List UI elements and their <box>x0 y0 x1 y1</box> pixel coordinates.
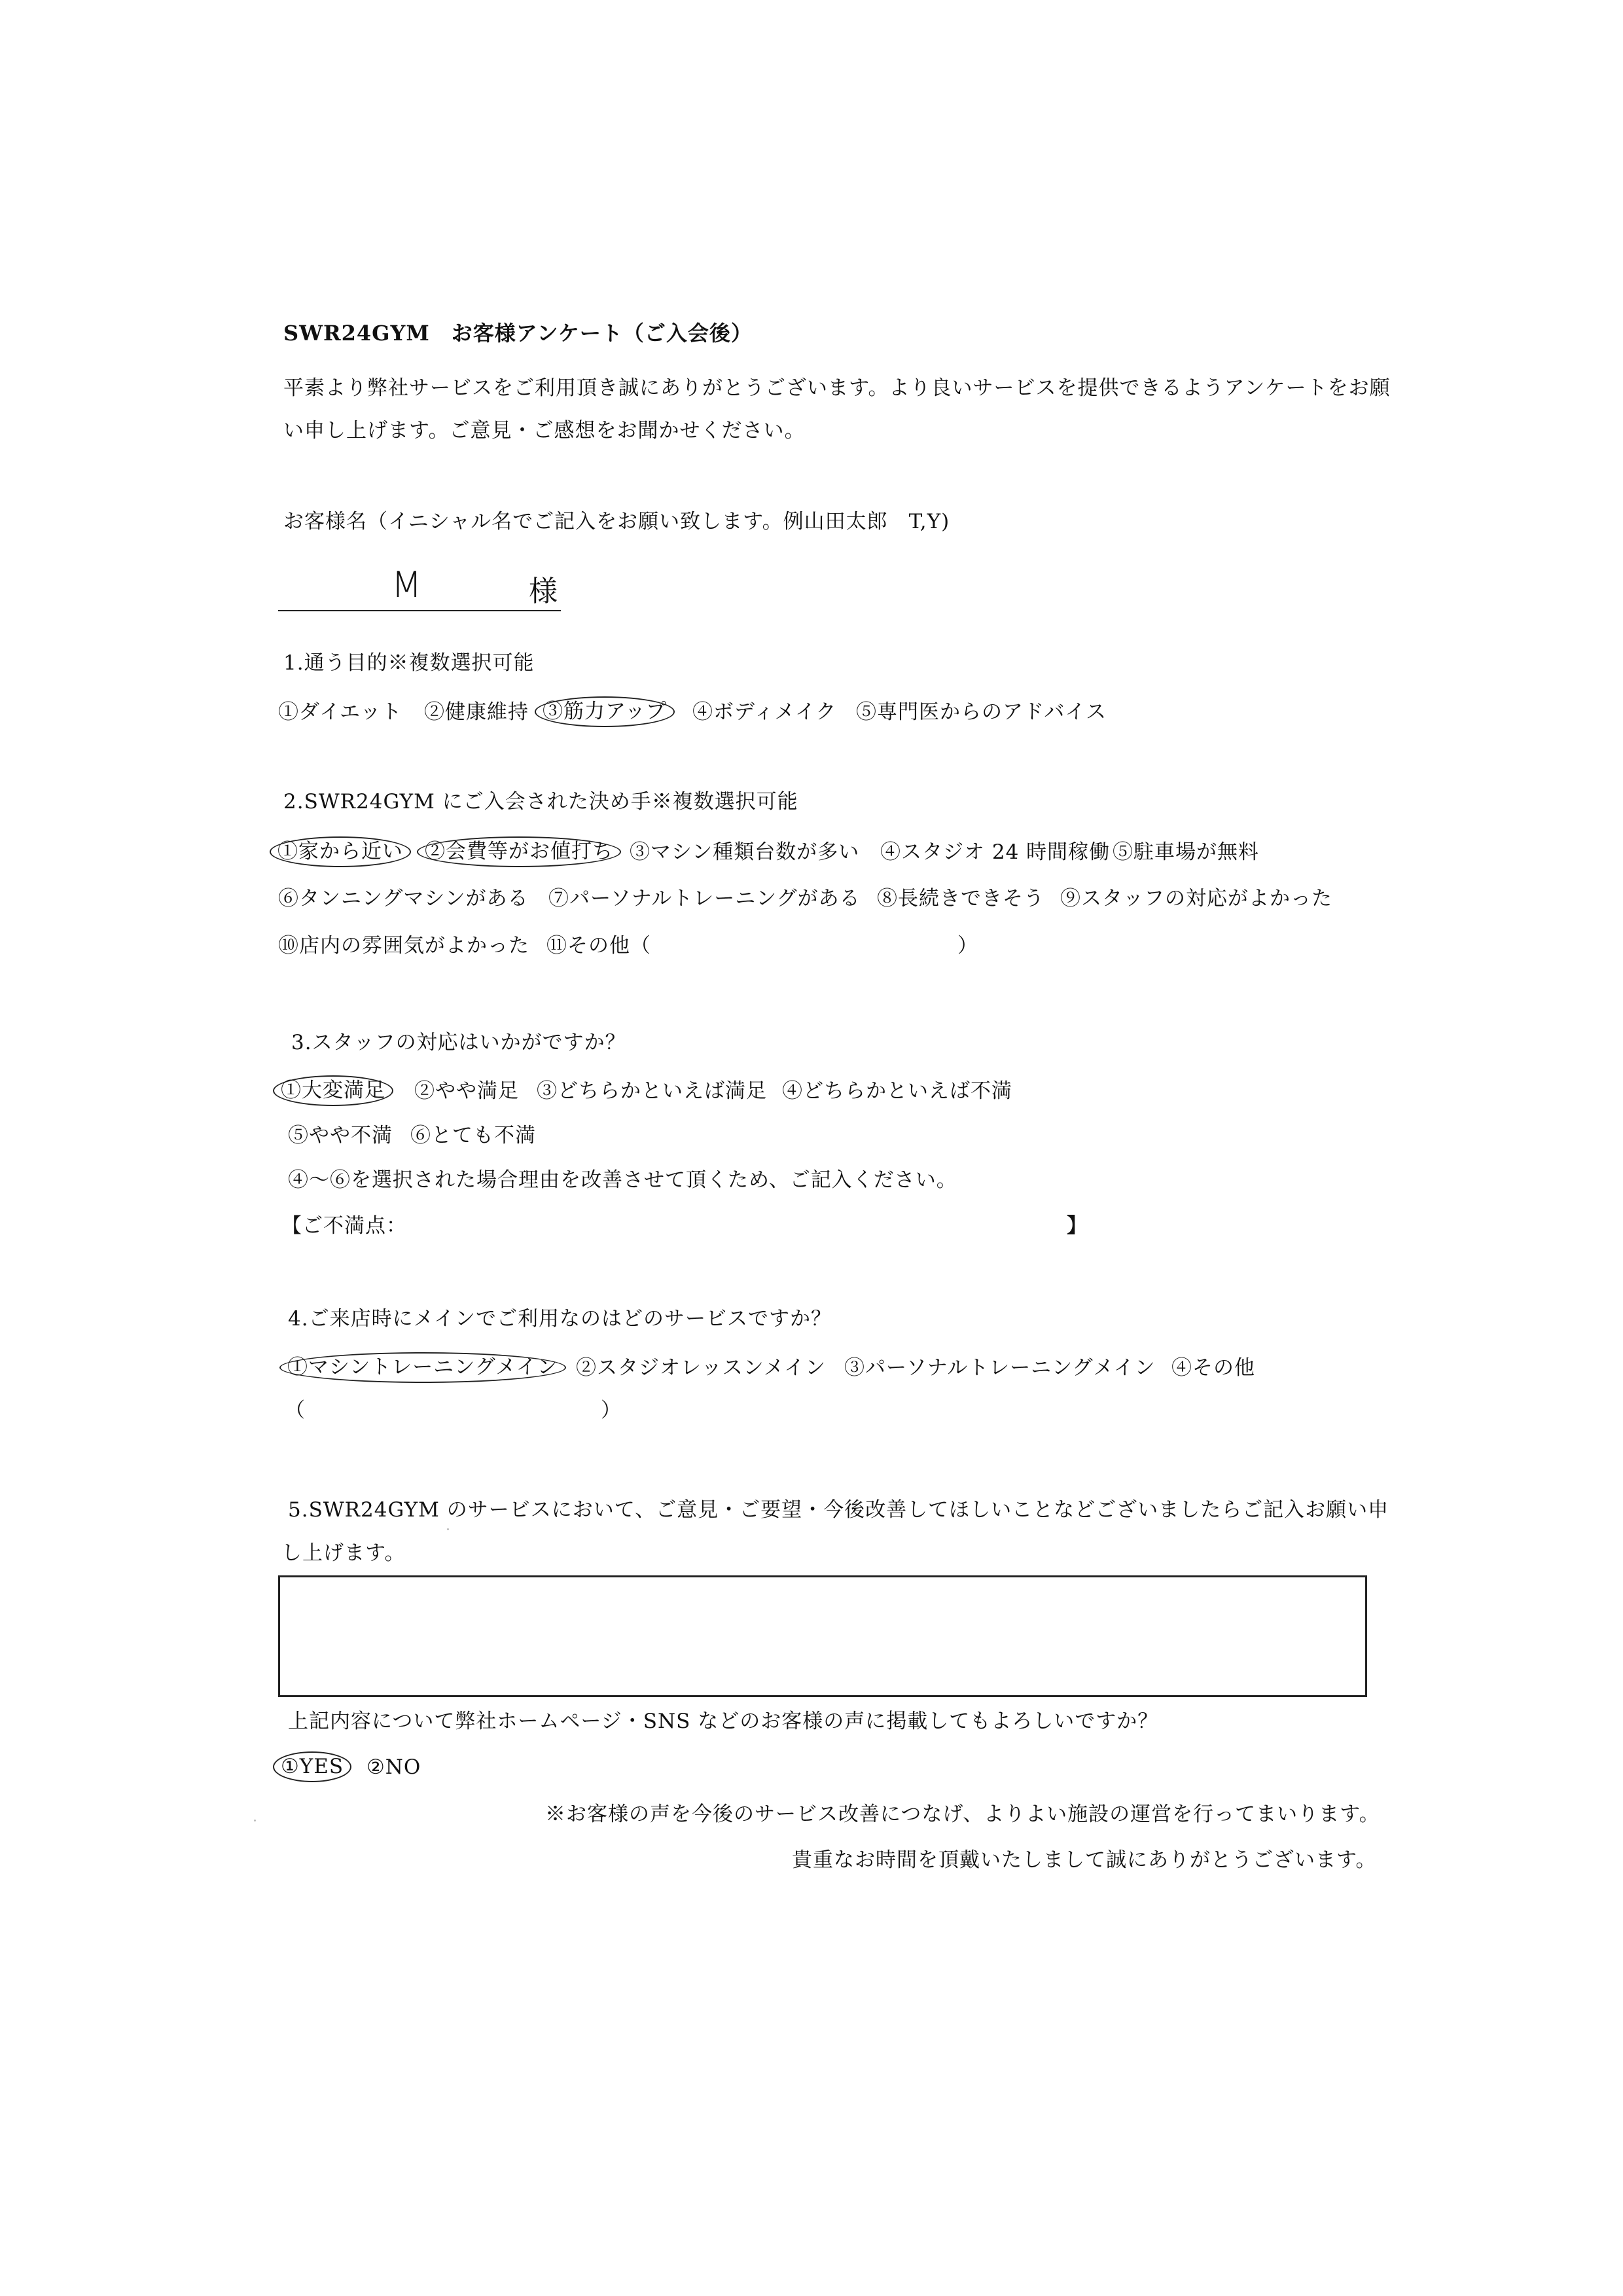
q3-option-rather-dissatisfied[interactable]: ④どちらかといえば不満 <box>782 1079 1012 1103</box>
consent-question: 上記内容について弊社ホームページ・SNS などのお客様の声に掲載してもよろしいですか？ <box>288 1710 1159 1733</box>
q2-option-good-price-selected[interactable]: ②会費等がお値打ち <box>417 836 621 867</box>
q5-heading-line1: 5.SWR24GYM のサービスにおいて、ご意見・ご要望・今後改善してほしいことなどございましたらご記入お願い申 <box>288 1498 1389 1522</box>
q4-option-studio-lesson[interactable]: ②スタジオレッスンメイン <box>576 1356 827 1380</box>
q3-option-somewhat-dissatisfied[interactable]: ⑤やや不満 <box>288 1124 393 1147</box>
q3-note: ④～⑥を選択された場合理由を改善させて頂くため、ご記入ください。 <box>288 1168 957 1192</box>
q1-option-health[interactable]: ②健康維持 <box>424 700 529 724</box>
q3-complaint-label: 【ご不満点： <box>281 1214 407 1238</box>
q2-option-other[interactable]: ⑪その他（ <box>546 934 651 958</box>
customer-name-underline <box>278 610 561 611</box>
q5-heading-line2: し上げます。 <box>281 1541 406 1565</box>
q3-heading: 3.スタッフの対応はいかがですか？ <box>291 1031 626 1054</box>
q2-option-free-parking[interactable]: ⑤駐車場が無料 <box>1113 840 1259 864</box>
q1-option-bodymake[interactable]: ④ボディメイク <box>692 700 837 724</box>
q1-option-doctor-advice[interactable]: ⑤専門医からのアドバイス <box>856 700 1107 724</box>
consent-option-no[interactable]: ②NO <box>366 1755 421 1779</box>
q2-other-close-paren: ） <box>957 934 978 958</box>
q4-other-open-paren: （ <box>285 1399 306 1422</box>
q3-option-somewhat-satisfied[interactable]: ②やや満足 <box>414 1079 519 1103</box>
q4-heading: 4.ご来店時にメインでご利用なのはどのサービスですか？ <box>288 1307 832 1331</box>
q4-option-other[interactable]: ④その他 <box>1171 1356 1255 1380</box>
q2-option-staff-service[interactable]: ⑨スタッフの対応がよかった <box>1060 887 1332 910</box>
customer-honorific: 様 <box>529 575 558 608</box>
q2-option-near-home-selected[interactable]: ①家から近い <box>270 836 411 867</box>
footer-line2: 貴重なお時間を頂戴いたしまして誠にありがとうございます。 <box>792 1848 1377 1872</box>
q1-heading: 1.通う目的※複数選択可能 <box>283 651 535 675</box>
customer-initial-handwritten: M <box>391 564 421 605</box>
q2-option-atmosphere[interactable]: ⑩店内の雰囲気がよかった <box>278 934 529 958</box>
q3-option-rather-satisfied[interactable]: ③どちらかといえば満足 <box>537 1079 767 1103</box>
consent-option-yes-selected[interactable]: ①YES <box>273 1751 351 1782</box>
scan-speck <box>254 1820 256 1821</box>
q2-option-sustainable[interactable]: ⑧長続きできそう <box>877 887 1044 910</box>
q5-answer-box[interactable] <box>278 1575 1367 1697</box>
q2-option-studio-24h[interactable]: ④スタジオ 24 時間稼働 <box>880 840 1111 864</box>
intro-text-line1: 平素より弊社サービスをご利用頂き誠にありがとうございます。より良いサービスを提供できるようアンケートをお願 <box>283 376 1391 400</box>
q2-option-personal-training[interactable]: ⑦パーソナルトレーニングがある <box>548 887 861 910</box>
q1-option-strength-selected[interactable]: ③筋力アップ <box>535 696 675 727</box>
q4-other-close-paren: ） <box>601 1399 622 1422</box>
customer-name-label: お客様名（イニシャル名でご記入をお願い致します。例山田太郎 T,Y) <box>283 510 950 533</box>
q3-complaint-close-bracket: 】 <box>1067 1214 1088 1238</box>
q4-option-machine-training-selected[interactable]: ①マシントレーニングメイン <box>279 1352 566 1383</box>
footer-line1: ※お客様の声を今後のサービス改善につなげ、よりよい施設の運営を行ってまいります。 <box>545 1803 1380 1826</box>
survey-title: SWR24GYM お客様アンケート（ご入会後） <box>283 321 753 346</box>
q3-option-very-satisfied-selected[interactable]: ①大変満足 <box>273 1075 393 1106</box>
intro-text-line2: い申し上げます。ご意見・ご感想をお聞かせください。 <box>283 419 806 442</box>
q3-option-very-dissatisfied[interactable]: ⑥とても不満 <box>410 1124 536 1147</box>
q2-heading: 2.SWR24GYM にご入会された決め手※複数選択可能 <box>283 790 798 814</box>
scan-speck <box>447 1528 449 1530</box>
q1-option-diet[interactable]: ①ダイエット <box>278 700 402 724</box>
q4-option-personal-training[interactable]: ③パーソナルトレーニングメイン <box>844 1356 1156 1380</box>
q2-option-tanning[interactable]: ⑥タンニングマシンがある <box>278 887 529 910</box>
q2-option-many-machines[interactable]: ③マシン種類台数が多い <box>630 840 860 864</box>
